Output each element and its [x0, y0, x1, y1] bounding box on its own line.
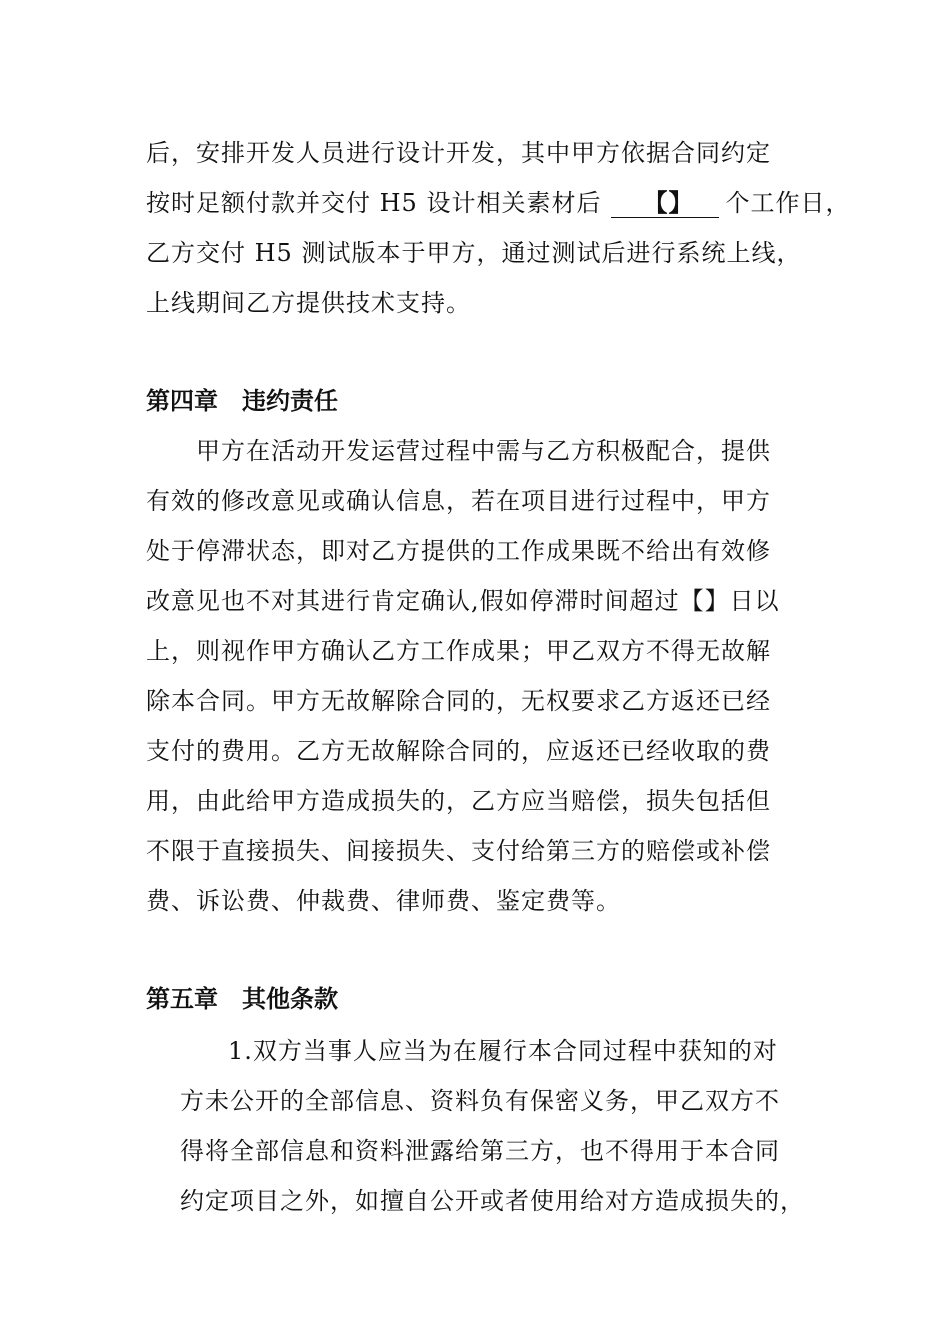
- chapter-number: 第四章: [146, 387, 218, 415]
- chapter-title: 违约责任: [242, 387, 338, 415]
- paragraph-line: 上，则视作甲方确认乙方工作成果；甲乙双方不得无故解: [146, 637, 771, 665]
- chapter-heading: [146, 984, 338, 1014]
- paragraph-line: 约定项目之外，如擅自公开或者使用给对方造成损失的，: [180, 1187, 805, 1215]
- paragraph-line: 有效的修改意见或确认信息，若在项目进行过程中，甲方: [146, 487, 771, 515]
- paragraph-line: 后，安排开发人员进行设计开发，其中甲方依据合同约定: [146, 139, 771, 167]
- paragraph-line: 费、诉讼费、仲裁费、律师费、鉴定费等。: [146, 887, 621, 915]
- chapter-title: 其他条款: [242, 985, 338, 1013]
- paragraph-line: 除本合同。甲方无故解除合同的，无权要求乙方返还已经: [146, 687, 771, 715]
- chapter-number: 第五章: [146, 985, 218, 1013]
- text-segment: 按时足额付款并交付 H5 设计相关素材后: [146, 189, 602, 217]
- paragraph-line: 改意见也不对其进行肯定确认,假如停滞时间超过【】日以: [146, 587, 780, 615]
- paragraph-line: 支付的费用。乙方无故解除合同的，应返还已经收取的费: [146, 737, 771, 765]
- paragraph-line: 上线期间乙方提供技术支持。: [146, 289, 471, 317]
- chapter-heading: [146, 386, 338, 416]
- paragraph-line: 甲方在活动开发运营过程中需与乙方积极配合，提供: [196, 437, 771, 465]
- paragraph-line: 1.双方当事人应当为在履行本合同过程中获知的对: [228, 1037, 778, 1065]
- paragraph-line: [146, 188, 850, 218]
- paragraph-line: 不限于直接损失、间接损失、支付给第三方的赔偿或补偿: [146, 837, 771, 865]
- paragraph-line: 乙方交付 H5 测试版本于甲方，通过测试后进行系统上线，: [146, 239, 802, 267]
- paragraph-line: 处于停滞状态，即对乙方提供的工作成果既不给出有效修: [146, 537, 771, 565]
- paragraph-line: 用，由此给甲方造成损失的，乙方应当赔偿，损失包括但: [146, 787, 771, 815]
- paragraph-line: 方未公开的全部信息、资料负有保密义务，甲乙双方不: [180, 1087, 780, 1115]
- blank-field: 【】: [611, 189, 719, 218]
- paragraph-line: 得将全部信息和资料泄露给第三方，也不得用于本合同: [180, 1137, 780, 1165]
- text-segment: 个工作日，: [725, 189, 851, 217]
